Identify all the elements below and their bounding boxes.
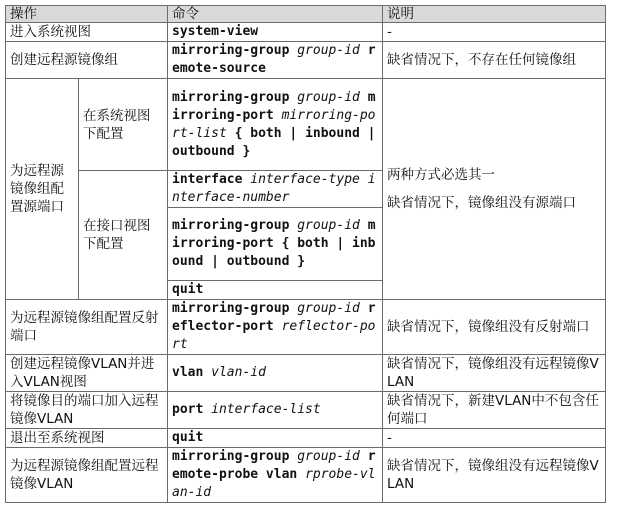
cmd-arg: group-id bbox=[297, 89, 360, 105]
table-row bbox=[6, 448, 606, 503]
command-table-container bbox=[5, 5, 606, 503]
op-reflector-port: 为远程源镜像组配置反射端口 bbox=[6, 300, 168, 355]
header-operation: 操作 bbox=[6, 6, 168, 23]
cmd-source-port-interface bbox=[168, 208, 383, 281]
header-row bbox=[6, 6, 606, 23]
cmd-keyword: remote-probe vlan bbox=[172, 449, 376, 482]
op-remote-probe: 为远程源镜像组配置远程镜像VLAN bbox=[6, 448, 168, 503]
table-row bbox=[6, 42, 606, 79]
cmd-keyword: mirroring-group bbox=[172, 43, 290, 58]
desc-quit: - bbox=[383, 429, 606, 448]
cmd-arg: reflector-port bbox=[172, 319, 376, 352]
cmd-arg: interface-list bbox=[211, 402, 321, 417]
desc-no-source-port: 缺省情况下，镜像组没有源端口 bbox=[387, 195, 576, 211]
cmd-reflector-port bbox=[168, 300, 383, 355]
desc-remote-probe: 缺省情况下，镜像组没有远程镜像VLAN bbox=[383, 448, 606, 503]
cmd-system-view bbox=[168, 23, 383, 42]
cmd-keyword: system-view bbox=[172, 24, 259, 39]
sub-op-interface-view: 在接口视图下配置 bbox=[79, 171, 168, 300]
cmd-port bbox=[168, 392, 383, 429]
cmd-keyword: mirroring-port bbox=[172, 218, 376, 251]
cmd-arg: group-id bbox=[297, 43, 360, 58]
op-create-group: 创建远程源镜像组 bbox=[6, 42, 168, 79]
table-row bbox=[6, 300, 606, 355]
cmd-keyword: reflector-port bbox=[172, 301, 376, 334]
cmd-keyword: interface bbox=[172, 172, 243, 187]
cmd-keyword: port bbox=[172, 402, 204, 417]
desc-choose-one: 两种方式必选其一 bbox=[387, 167, 495, 183]
cmd-keyword: mirroring-group bbox=[172, 218, 290, 233]
cmd-keyword: remote-source bbox=[172, 43, 376, 76]
table-row bbox=[6, 392, 606, 429]
cmd-remote-probe bbox=[168, 448, 383, 503]
cmd-arg: vlan-id bbox=[211, 365, 266, 380]
cmd-option: { both | inbound | outbound } bbox=[172, 236, 376, 269]
cmd-arg: group-id bbox=[297, 218, 360, 233]
command-table bbox=[5, 5, 606, 503]
header-command: 命令 bbox=[168, 6, 383, 23]
table-row bbox=[6, 429, 606, 448]
cmd-keyword: mirroring-port bbox=[172, 89, 376, 123]
op-source-port: 为远程源镜像组配置源端口 bbox=[6, 79, 79, 300]
desc-create-group: 缺省情况下，不存在任何镜像组 bbox=[383, 42, 606, 79]
table-row bbox=[6, 355, 606, 392]
cmd-keyword: quit bbox=[172, 282, 204, 297]
cmd-keyword: mirroring-group bbox=[172, 301, 290, 316]
cmd-keyword: quit bbox=[172, 430, 204, 445]
cmd-arg: group-id bbox=[297, 301, 360, 316]
op-create-vlan: 创建远程镜像VLAN并进入VLAN视图 bbox=[6, 355, 168, 392]
table-row bbox=[6, 79, 606, 171]
cmd-keyword: mirroring-group bbox=[172, 449, 290, 464]
cmd-source-port-system bbox=[168, 79, 383, 171]
op-add-port: 将镜像目的端口加入远程镜像VLAN bbox=[6, 392, 168, 429]
cmd-arg: mirroring-port-list bbox=[172, 107, 376, 141]
cmd-keyword: vlan bbox=[172, 365, 204, 380]
desc-create-vlan: 缺省情况下，镜像组没有远程镜像VLAN bbox=[383, 355, 606, 392]
cmd-option: { both | inbound | outbound } bbox=[172, 125, 376, 159]
cmd-arg: interface-number bbox=[172, 172, 376, 205]
desc-system-view: - bbox=[383, 23, 606, 42]
cmd-create-group bbox=[168, 42, 383, 79]
cmd-keyword: mirroring-group bbox=[172, 89, 290, 105]
op-quit: 退出至系统视图 bbox=[6, 429, 168, 448]
desc-add-port: 缺省情况下，新建VLAN中不包含任何端口 bbox=[383, 392, 606, 429]
cmd-quit-interface bbox=[168, 281, 383, 300]
cmd-quit bbox=[168, 429, 383, 448]
cmd-arg: rprobe-vlan-id bbox=[172, 467, 376, 500]
cmd-arg: interface-type bbox=[250, 172, 360, 187]
table-row bbox=[6, 23, 606, 42]
op-system-view: 进入系统视图 bbox=[6, 23, 168, 42]
cmd-interface bbox=[168, 171, 383, 208]
cmd-vlan bbox=[168, 355, 383, 392]
header-description: 说明 bbox=[383, 6, 606, 23]
sub-op-system-view: 在系统视图下配置 bbox=[79, 79, 168, 171]
cmd-arg: group-id bbox=[297, 449, 360, 464]
desc-reflector-port: 缺省情况下，镜像组没有反射端口 bbox=[383, 300, 606, 355]
desc-source-port bbox=[383, 79, 606, 300]
